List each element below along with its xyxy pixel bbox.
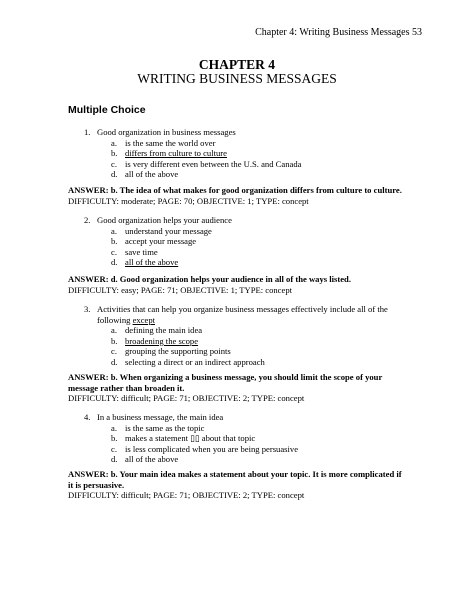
question-text: In a business message, the main idea (97, 412, 224, 422)
option-text: all of the above (125, 454, 179, 465)
option-letter: c. (111, 346, 117, 357)
option-letter: c. (111, 158, 117, 169)
difficulty-text: DIFFICULTY: difficult; PAGE: 71; OBJECTIVE: 2; TYPE: concept (68, 490, 305, 501)
answer-2 (68, 274, 408, 295)
option-letter: a. (111, 422, 117, 433)
question-text-part: following (97, 314, 133, 325)
chapter-subtitle: WRITING BUSINESS MESSAGES (137, 71, 337, 86)
answer-text-continued: message rather than broaden it. (68, 382, 185, 393)
question-number: 3. (84, 304, 91, 314)
option-text: grouping the supporting points (125, 346, 231, 357)
answer-text: ANSWER: d. Good organization helps your audience in all of the ways listed. (68, 274, 351, 284)
option-letter: a. (111, 325, 117, 336)
answer-text-continued: it is persuasive. (68, 479, 125, 490)
option-text: all of the above (125, 169, 179, 180)
option-letter: a. (111, 225, 117, 236)
running-header: Chapter 4: Writing Business Messages 53 (255, 27, 422, 38)
option-letter: b. (111, 148, 118, 159)
option-text: is less complicated when you are being persuasive (125, 443, 299, 454)
section-heading: Multiple Choice (68, 104, 146, 116)
answer-3 (68, 372, 408, 404)
except-emphasis: except (132, 314, 156, 325)
option-text: is the same as the topic (125, 422, 205, 433)
chapter-title: CHAPTER 4 (198, 57, 276, 72)
option-letter: c. (111, 246, 117, 257)
option-letter: d. (111, 356, 118, 367)
difficulty-text: DIFFICULTY: easy; PAGE: 71; OBJECTIVE: 1; TYPE: concept (68, 284, 292, 295)
question-text-continued (97, 315, 155, 326)
option-text: broadening the scope (125, 335, 199, 346)
option-letter: b. (111, 335, 118, 346)
option-text: makes a statement ▯▯ about that topic (125, 433, 256, 444)
question-number: 2. (84, 215, 91, 225)
option-text: is the same the world over (125, 137, 216, 148)
option-letter: a. (111, 137, 117, 148)
answer-4 (68, 469, 408, 501)
option-letter: b. (111, 236, 118, 247)
question-text: Good organization helps your audience (97, 215, 232, 225)
option-letter: b. (111, 433, 118, 444)
question-text: Good organization in business messages (97, 127, 236, 137)
option-text: selecting a direct or an indirect approach (125, 356, 265, 367)
option-text: differs from culture to culture (125, 148, 227, 159)
question-number: 4. (84, 412, 91, 422)
option-text: defining the main idea (125, 325, 203, 336)
option-letter: c. (111, 443, 117, 454)
answer-text: ANSWER: b. The idea of what makes for good organization differs from culture to culture. (68, 185, 402, 195)
difficulty-text: DIFFICULTY: difficult; PAGE: 71; OBJECTIVE: 2; TYPE: concept (68, 393, 305, 404)
option-letter: d. (111, 257, 118, 268)
answer-1 (68, 185, 408, 206)
question-text: Activities that can help you organize business messages effectively include all of the (97, 304, 388, 314)
answer-text: ANSWER: b. Your main idea makes a statement about your topic. It is more complicated if (68, 469, 402, 479)
option-text: understand your message (125, 225, 212, 236)
option-letter: d. (111, 169, 118, 180)
option-text: all of the above (125, 257, 179, 268)
difficulty-text: DIFFICULTY: moderate; PAGE: 70; OBJECTIVE: 1; TYPE: concept (68, 195, 309, 206)
option-text: save time (125, 246, 158, 257)
question-number: 1. (84, 127, 91, 137)
option-text: is very different even between the U.S. and Canada (125, 158, 302, 169)
option-text: accept your message (125, 236, 197, 247)
answer-text: ANSWER: b. When organizing a business message, you should limit the scope of your (68, 372, 383, 382)
option-letter: d. (111, 454, 118, 465)
